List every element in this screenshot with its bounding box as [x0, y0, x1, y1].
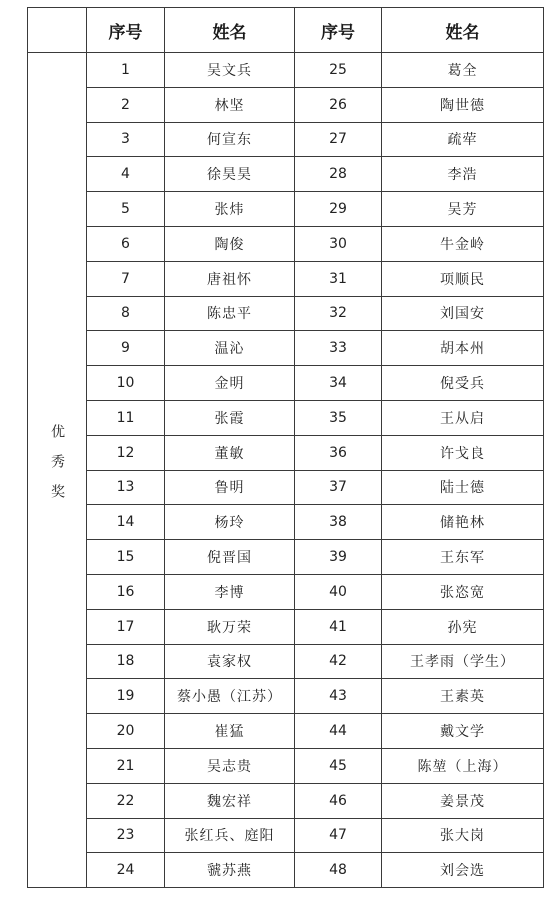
serial-number-right: 40 [295, 574, 382, 609]
winner-name-right: 疏荦 [382, 122, 544, 157]
serial-number-right: 36 [295, 435, 382, 470]
winner-name-left: 崔猛 [165, 714, 295, 749]
table-row [28, 53, 544, 88]
table-row [28, 296, 544, 331]
winner-name-right: 张恣宽 [382, 574, 544, 609]
winner-name-left: 金明 [165, 366, 295, 401]
winner-name-left: 张炜 [165, 192, 295, 227]
winner-name-right: 张大岗 [382, 818, 544, 853]
winner-name-left: 倪晋国 [165, 540, 295, 575]
table-row [28, 261, 544, 296]
serial-number-left: 5 [87, 192, 165, 227]
serial-number-right: 47 [295, 818, 382, 853]
table-row [28, 505, 544, 540]
serial-number-right: 29 [295, 192, 382, 227]
serial-number-left: 4 [87, 157, 165, 192]
serial-number-right: 34 [295, 366, 382, 401]
header-name-left: 姓名 [165, 8, 295, 53]
serial-number-left: 24 [87, 853, 165, 888]
table-row [28, 818, 544, 853]
winner-name-left: 鲁明 [165, 470, 295, 505]
winner-name-left: 虢苏燕 [165, 853, 295, 888]
serial-number-left: 20 [87, 714, 165, 749]
winner-name-right: 牛金岭 [382, 226, 544, 261]
serial-number-right: 41 [295, 609, 382, 644]
table-row [28, 783, 544, 818]
winner-name-right: 姜景茂 [382, 783, 544, 818]
header-number-right: 序号 [295, 8, 382, 53]
winner-name-right: 胡本州 [382, 331, 544, 366]
table-row [28, 435, 544, 470]
winner-name-right: 葛全 [382, 53, 544, 88]
serial-number-right: 33 [295, 331, 382, 366]
serial-number-right: 42 [295, 644, 382, 679]
winner-name-right: 吴芳 [382, 192, 544, 227]
winner-name-left: 张红兵、庭阳 [165, 818, 295, 853]
serial-number-left: 18 [87, 644, 165, 679]
table-row [28, 226, 544, 261]
serial-number-left: 10 [87, 366, 165, 401]
table-row [28, 853, 544, 888]
header-number-left: 序号 [87, 8, 165, 53]
serial-number-right: 48 [295, 853, 382, 888]
header-category [28, 8, 87, 53]
winner-name-left: 耿万荣 [165, 609, 295, 644]
winner-name-right: 李浩 [382, 157, 544, 192]
table-body [28, 53, 544, 888]
winner-name-left: 陶俊 [165, 226, 295, 261]
serial-number-right: 46 [295, 783, 382, 818]
table-row [28, 748, 544, 783]
serial-number-right: 44 [295, 714, 382, 749]
serial-number-right: 28 [295, 157, 382, 192]
winner-name-right: 许戈良 [382, 435, 544, 470]
winner-name-left: 唐祖怀 [165, 261, 295, 296]
serial-number-right: 39 [295, 540, 382, 575]
award-list-table [27, 7, 544, 888]
serial-number-left: 3 [87, 122, 165, 157]
winner-name-left: 蔡小愚（江苏） [165, 679, 295, 714]
serial-number-left: 1 [87, 53, 165, 88]
winner-name-right: 戴文学 [382, 714, 544, 749]
winner-name-right: 王孝雨（学生） [382, 644, 544, 679]
winner-name-right: 刘会选 [382, 853, 544, 888]
winner-name-right: 倪受兵 [382, 366, 544, 401]
winner-name-right: 王东军 [382, 540, 544, 575]
table-row [28, 540, 544, 575]
serial-number-right: 25 [295, 53, 382, 88]
serial-number-right: 38 [295, 505, 382, 540]
winner-name-left: 袁家权 [165, 644, 295, 679]
winner-name-right: 储艳林 [382, 505, 544, 540]
winner-name-right: 陆士德 [382, 470, 544, 505]
table-row [28, 714, 544, 749]
serial-number-left: 7 [87, 261, 165, 296]
serial-number-left: 17 [87, 609, 165, 644]
serial-number-left: 16 [87, 574, 165, 609]
table-row [28, 87, 544, 122]
header-row [28, 8, 544, 53]
table-row [28, 470, 544, 505]
table-row [28, 644, 544, 679]
table-row [28, 400, 544, 435]
winner-name-left: 徐昊昊 [165, 157, 295, 192]
serial-number-left: 2 [87, 87, 165, 122]
serial-number-right: 32 [295, 296, 382, 331]
serial-number-right: 27 [295, 122, 382, 157]
serial-number-left: 14 [87, 505, 165, 540]
award-category-label: 优秀奖 [49, 423, 65, 514]
serial-number-right: 37 [295, 470, 382, 505]
serial-number-left: 6 [87, 226, 165, 261]
winner-name-left: 李博 [165, 574, 295, 609]
winner-name-left: 何宣东 [165, 122, 295, 157]
serial-number-left: 8 [87, 296, 165, 331]
table-row [28, 157, 544, 192]
winner-name-right: 王素英 [382, 679, 544, 714]
table-row [28, 192, 544, 227]
serial-number-left: 22 [87, 783, 165, 818]
award-category-cell [28, 53, 87, 888]
winner-name-left: 杨玲 [165, 505, 295, 540]
table-header [28, 8, 544, 53]
winner-name-left: 魏宏祥 [165, 783, 295, 818]
winner-name-right: 陈堃（上海） [382, 748, 544, 783]
serial-number-right: 26 [295, 87, 382, 122]
winner-name-right: 孙宪 [382, 609, 544, 644]
winner-name-left: 吴文兵 [165, 53, 295, 88]
winner-name-left: 董敏 [165, 435, 295, 470]
serial-number-left: 13 [87, 470, 165, 505]
header-name-right: 姓名 [382, 8, 544, 53]
serial-number-left: 9 [87, 331, 165, 366]
serial-number-left: 21 [87, 748, 165, 783]
table-row [28, 574, 544, 609]
serial-number-right: 43 [295, 679, 382, 714]
winner-name-left: 吴志贵 [165, 748, 295, 783]
serial-number-right: 31 [295, 261, 382, 296]
serial-number-left: 15 [87, 540, 165, 575]
winner-name-left: 林坚 [165, 87, 295, 122]
winner-name-left: 温沁 [165, 331, 295, 366]
serial-number-left: 11 [87, 400, 165, 435]
serial-number-left: 12 [87, 435, 165, 470]
table-row [28, 366, 544, 401]
winner-name-right: 刘国安 [382, 296, 544, 331]
winner-name-left: 张霞 [165, 400, 295, 435]
table-row [28, 609, 544, 644]
serial-number-right: 35 [295, 400, 382, 435]
winner-name-right: 陶世德 [382, 87, 544, 122]
winner-name-right: 项顺民 [382, 261, 544, 296]
winner-name-right: 王从启 [382, 400, 544, 435]
serial-number-right: 45 [295, 748, 382, 783]
serial-number-left: 23 [87, 818, 165, 853]
table-row [28, 679, 544, 714]
serial-number-right: 30 [295, 226, 382, 261]
serial-number-left: 19 [87, 679, 165, 714]
table-row [28, 331, 544, 366]
table-row [28, 122, 544, 157]
winner-name-left: 陈忠平 [165, 296, 295, 331]
